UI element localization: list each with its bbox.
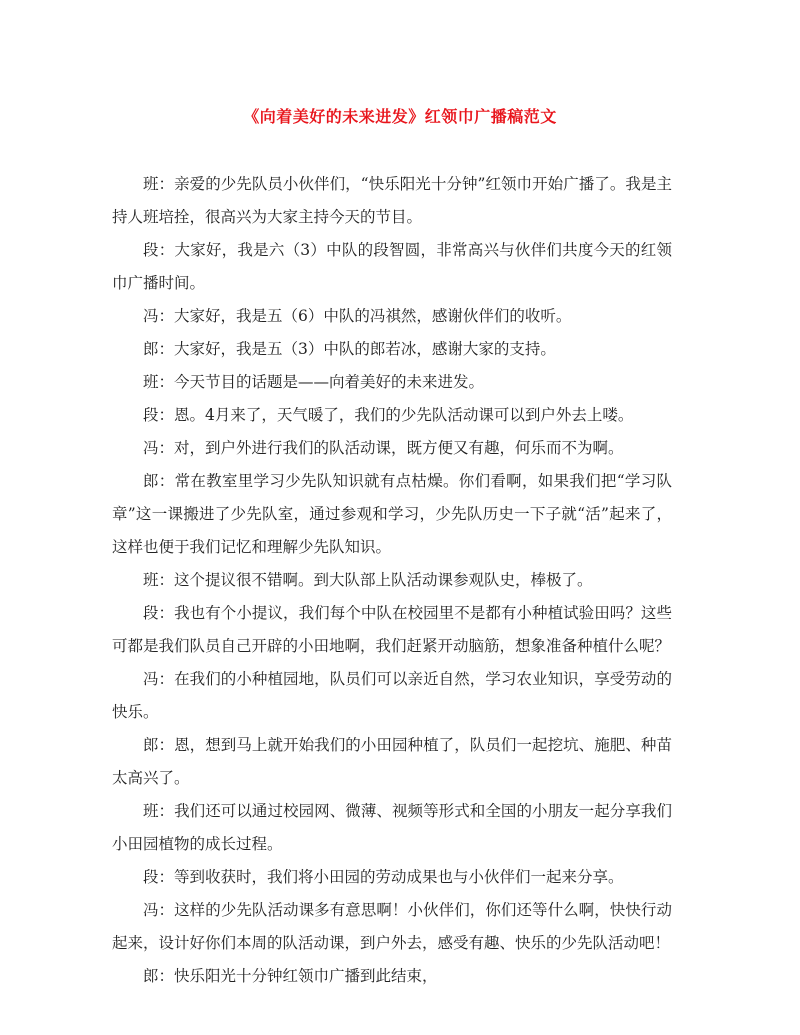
paragraph: 冯：这样的少先队活动课多有意思啊！小伙伴们，你们还等什么啊，快快行动起来，设计好你们本周的队活动课，到户外去，感受有趣、快乐的少先队活动吧！: [112, 901, 672, 952]
paragraph: 郎：快乐阳光十分钟红领巾广播到此结束，: [143, 967, 438, 985]
paragraph: 冯：大家好，我是五（6）中队的冯祺然，感谢伙伴们的收听。: [143, 307, 572, 325]
paragraph: 班：我们还可以通过校园网、微薄、视频等形式和全国的小朋友一起分享我们小田园植物的成长过程。: [112, 802, 672, 853]
paragraph: 段：等到收获时，我们将小田园的劳动成果也与小伙伴们一起来分享。: [143, 868, 624, 886]
paragraph: 郎：恩，想到马上就开始我们的小田园种植了，队员们一起挖坑、施肥、种苗太高兴了。: [112, 736, 672, 787]
document-title: 《向着美好的未来进发》红领巾广播稿范文: [243, 107, 557, 126]
paragraph: 冯：对，到户外进行我们的队活动课，既方便又有趣，何乐而不为啊。: [143, 439, 624, 457]
paragraph: 冯：在我们的小种植园地，队员们可以亲近自然，学习农业知识，享受劳动的快乐。: [112, 670, 672, 721]
paragraph: 班：这个提议很不错啊。到大队部上队活动课参观队史，棒极了。: [143, 571, 593, 589]
paragraph: 班：今天节目的话题是——向着美好的未来进发。: [143, 373, 485, 391]
paragraph: 段：大家好，我是六（3）中队的段智圆，非常高兴与伙伴们共度今天的红领巾广播时间。: [112, 241, 672, 292]
paragraph: 段：我也有个小提议，我们每个中队在校园里不是都有小种植试验田吗？这些可都是我们队员自己开辟的小田地啊，我们赶紧开动脑筋，想象准备种植什么呢？: [112, 604, 672, 655]
paragraph: 郎：大家好，我是五（3）中队的郎若冰，感谢大家的支持。: [143, 340, 556, 358]
paragraph: 班：亲爱的少先队员小伙伴们，“快乐阳光十分钟”红领巾开始广播了。我是主持人班培拴，很高兴为大家主持今天的节目。: [112, 175, 672, 226]
paragraph: 郎：常在教室里学习少先队知识就有点枯燥。你们看啊，如果我们把“学习队章”这一课搬进了少先队室，通过参观和学习，少先队历史一下子就“活”起来了，这样也便于我们记忆和理解少先队知识。: [112, 472, 672, 556]
paragraph: 段：恩。4月来了，天气暖了，我们的少先队活动课可以到户外去上喽。: [143, 406, 634, 424]
document-body: [112, 168, 672, 993]
